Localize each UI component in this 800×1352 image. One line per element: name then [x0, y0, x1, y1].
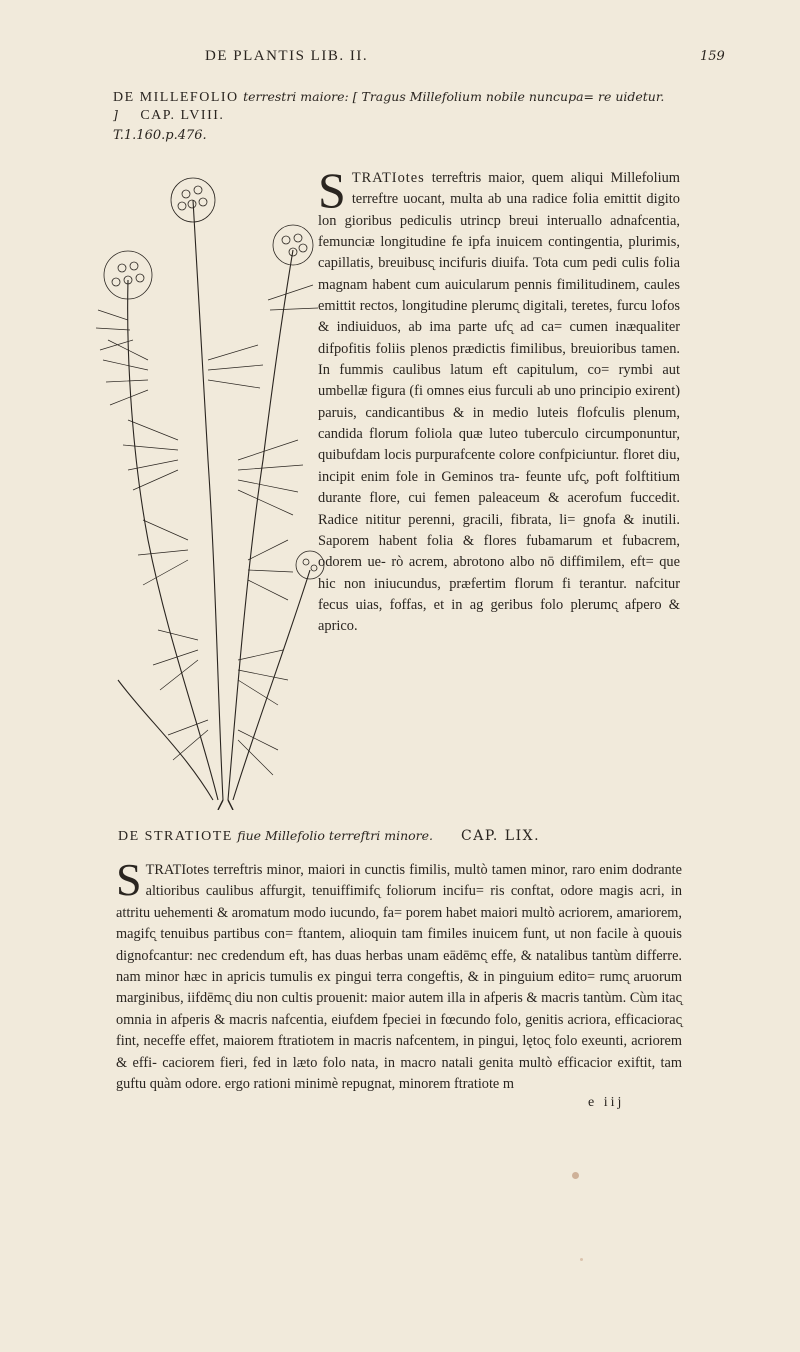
paper-stain	[580, 1258, 583, 1261]
paper-stain	[572, 1172, 579, 1179]
drop-cap-s: S	[318, 162, 346, 218]
chapter-59-text	[116, 854, 682, 1095]
chapter-58-subtitle: terrestri maiore: [ Tragus Millefolium nobile nuncupa= re uidetur. ]	[113, 89, 665, 122]
running-title: DE PLANTIS LIB. II.	[205, 48, 369, 64]
chapter-59-heading	[118, 828, 678, 845]
folio-number: 159	[700, 49, 725, 64]
chapter-59-title: DE STRATIOTE	[118, 829, 233, 844]
chapter-58-text	[318, 162, 680, 638]
chapter-58-title: DE MILLEFOLIO	[113, 90, 239, 105]
chapter-59-label: CAP. LIX.	[461, 828, 541, 844]
chapter-59-body: terreftris minor, maiori in cunctis fimilis, multò tamen minor, raro enim dodrante altioribus caulibus affurgit, tenuiffimifc̨ foliorum incifu= ris conftat, odore magis acri, in attritu uehementi & aromatum modo iucundo, fa= porem habet maiori multò acriorem, amariorem, magifc̨ tenuibus partibus con= ftantem, alioquin tam fimiles inuicem funt, ut non facile à quouis dignofcantur: nec credendum eft, has duas herbas unam eādēmc̨ effe, & natalibus tantùm differre. nam minor hæc in apricis tumulis ex pingui terra congeftis, & in pinguium edito= rumc̨ aruorum marginibus, iifdēmc̨ diu non cultis prouenit: maior autem illa in afperis & macris tantùm. Cùm itac̨ omnia in afperis & macris nafcentia, eiufdem fpeciei in fœcundo folo, genitis acriora, efficaciorac̨ fint, neceffe effet, maiorem ftratiotem in macris nafcentem, in pingui, lętoc̨ folo exeunti, acriorem & effi- caciorem fieri, fed in læto folo nata, in macro natali genita multò efficacior exiftit, tam guftu quàm odore. ergo rationi minimè repugnat, minorem ftratiote m	[116, 862, 682, 1093]
chapter-58-heading	[113, 88, 673, 124]
signature-mark: e iij	[588, 1095, 625, 1110]
chapter-58-body: terreftris maior, quem aliqui Millefolium terreftre uocant, multa ab una radice folia emittit digito lon gioribus pediculis utrincp breui interuallo adnafcentia, femunciæ longitudine fe ipfa inuicem contingentia, plurimis, capillatis, breuibusc̨ incifuris diuifa. Tota cum pedi culis folia magnam habent cum auicularum pennis fimilitudinem, caules emittit rectos, longitudine plerumc̨ digitali, teretes, furcu lofos & indiuiduos, ab ima parte ufc̨ ad ca= cumen inæqualiter difpofitis foliis plenos prædictis fimilibus, breuioribus tamen. In fummis caulibus latum eft capitulum, co= rymbi aut umbellæ figura (fi omnes eius furculi ab uno principio exirent) paruis, candicantibus & in medio luteis flofculis plenum, candida florum foliola quæ luteo tuberculo circumponuntur, quibufdam locis purpurafcente colore confpiciuntur. floret diu, incipit enim fole in Geminos tra- feunte ufc̨, poft folftitium durante flore, cui femen paleaceum & acerofum fuccedit. Radice nititur perenni, gracili, fibrata, li= gnofa & inutili. Saporem habent folia & flores fubamarum et fubacrem, odorem ue- rò acrem, abrotono albo nō diffimilem, eft= que hic non iniucundus, præfertim florum fi terantur. nafcitur fecus uias, foffas, et in ag geribus folo plerumc̨ afpero & aprico.	[318, 170, 680, 635]
drop-cap-s-2: S	[116, 854, 142, 905]
flower-head	[171, 178, 215, 222]
cross-reference: T.1.160.p.476.	[113, 128, 207, 143]
chapter-59-subtitle: fiue Millefolio terreftri minore.	[237, 828, 434, 843]
yarrow-woodcut-illustration	[88, 160, 328, 810]
running-head	[0, 48, 800, 70]
chapter-58-lead: TRATIotes	[351, 170, 425, 186]
chapter-58-label: CAP. LVIII.	[140, 108, 225, 123]
chapter-59-lead: TRATIotes	[145, 862, 210, 878]
